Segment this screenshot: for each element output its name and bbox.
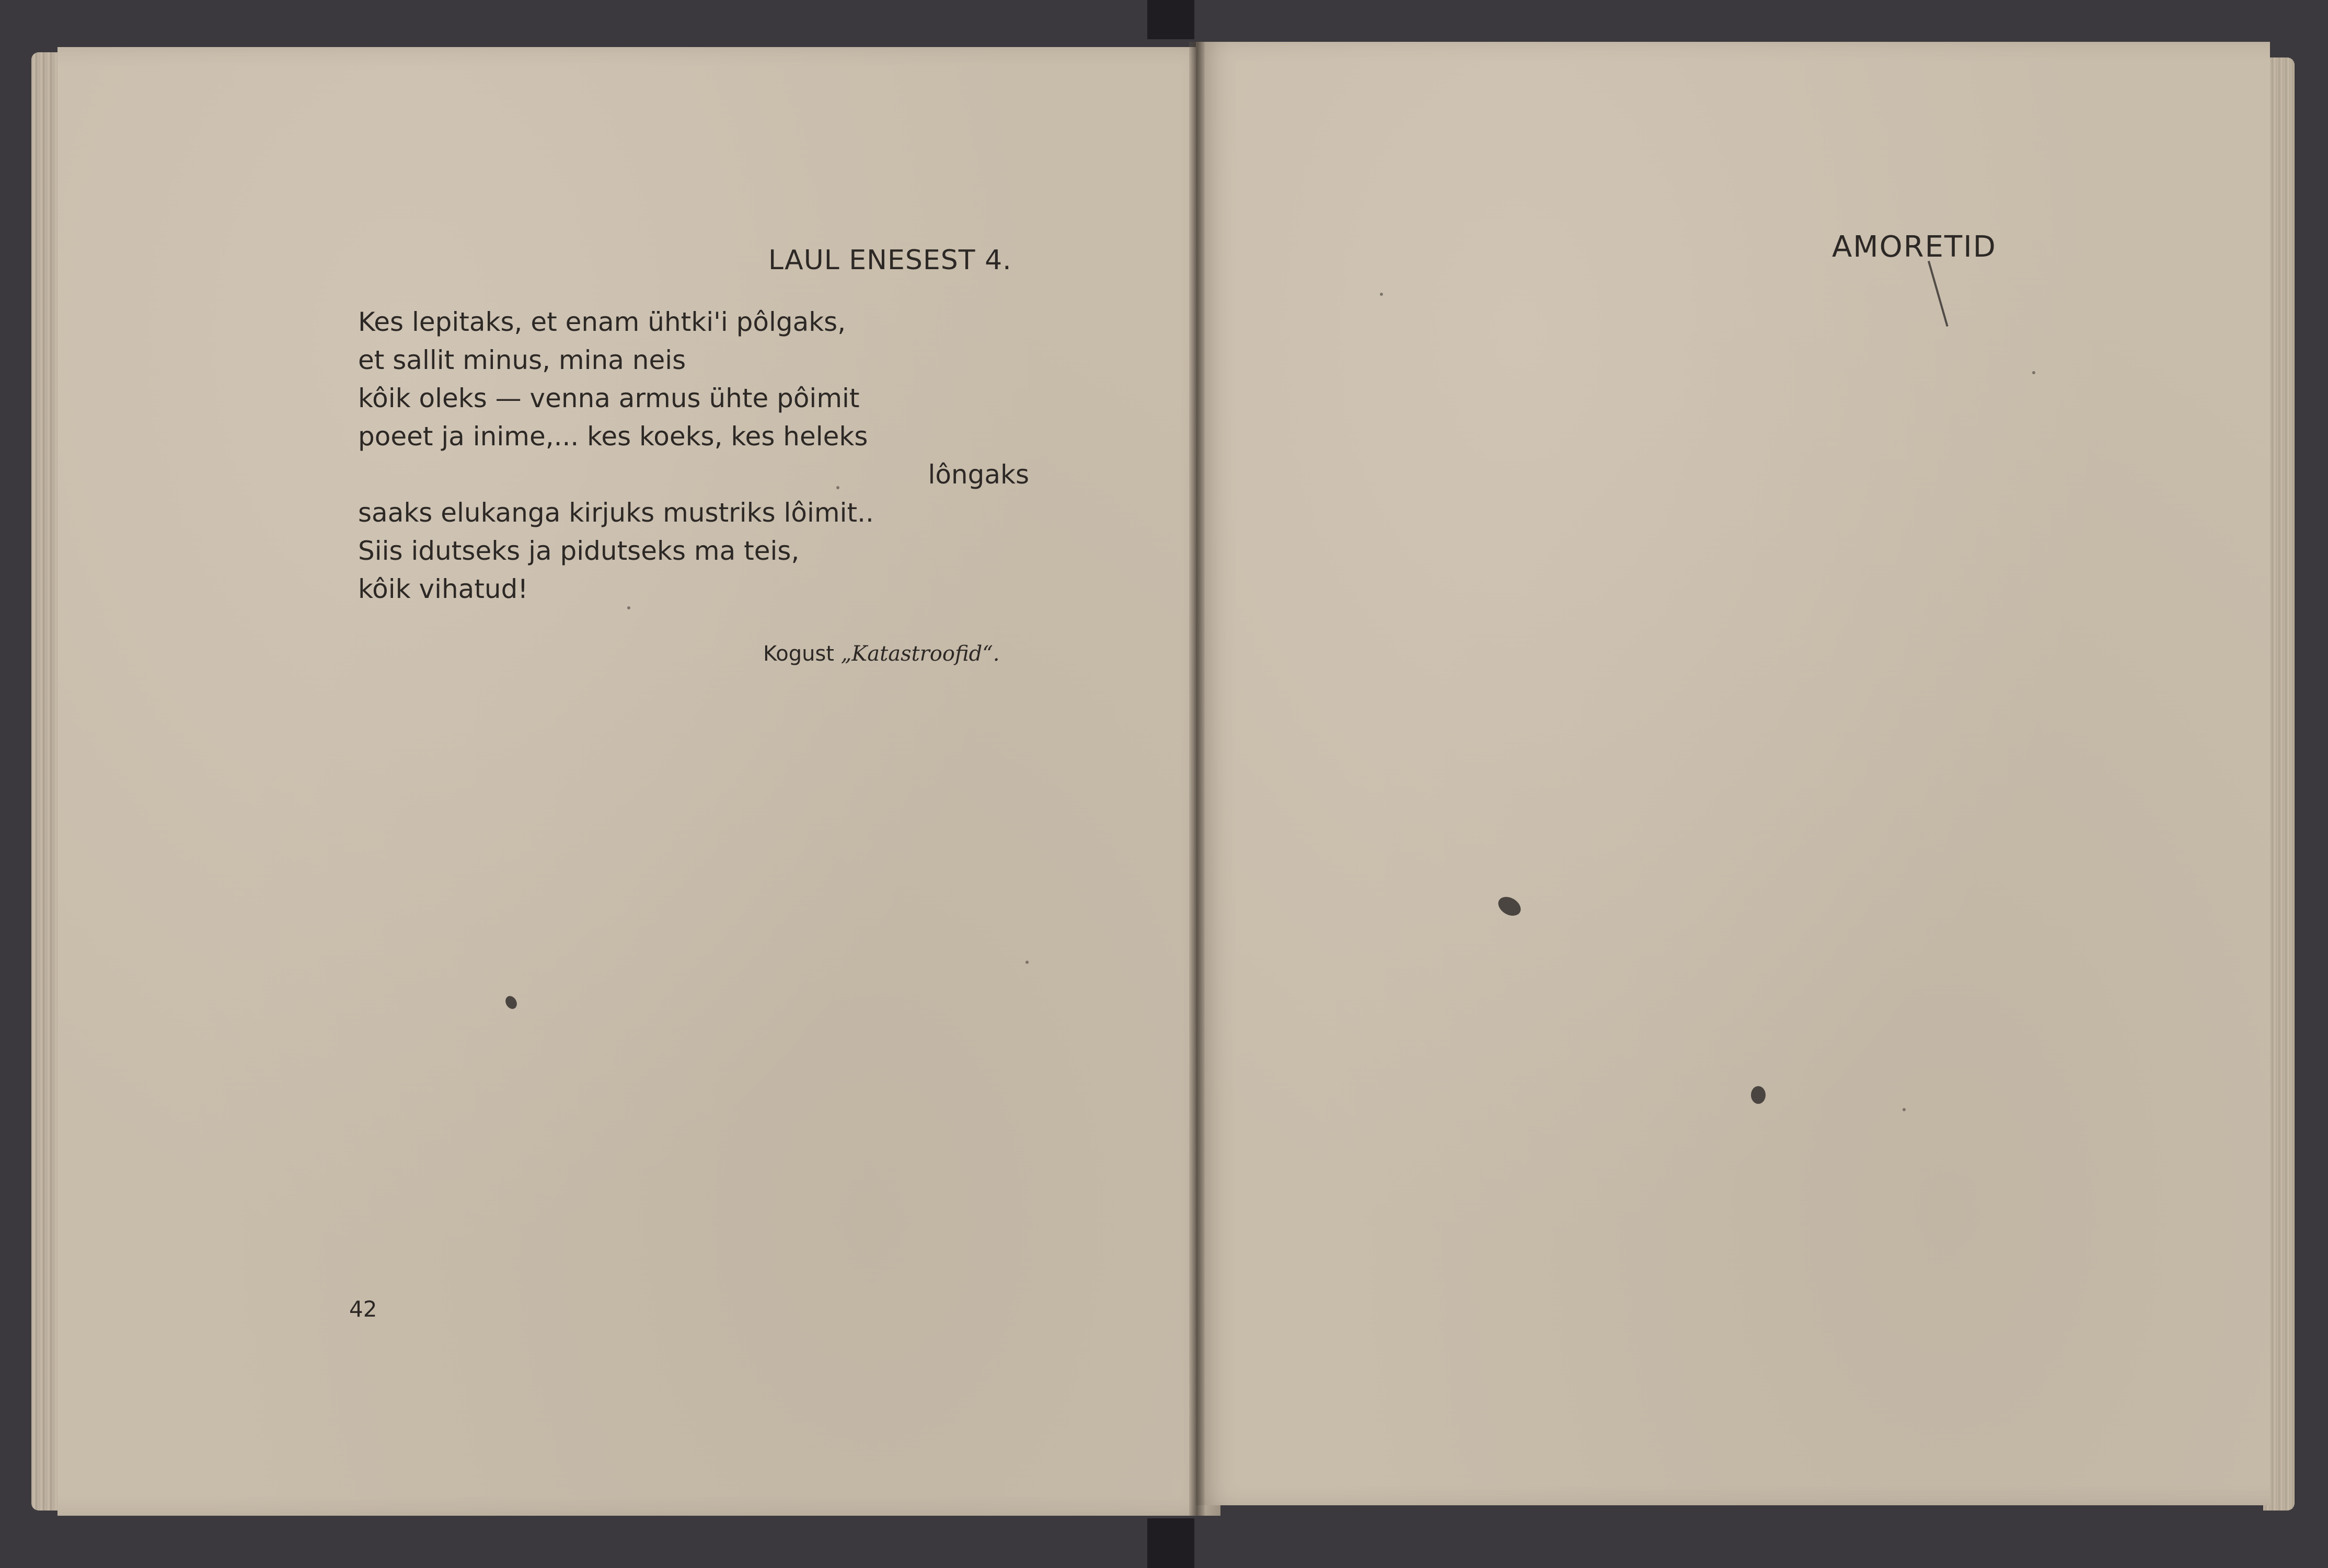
poem-line: saaks elukanga kirjuks mustriks lôimit.. <box>358 498 874 528</box>
binding-strip-top <box>1147 0 1194 39</box>
book-gutter <box>1189 42 1205 1516</box>
left-page <box>57 47 1220 1516</box>
poem-line: kôik oleks — venna armus ühte pôimit <box>358 383 860 413</box>
source-prefix: Kogust <box>763 642 841 666</box>
page-number: 42 <box>349 1296 377 1322</box>
poem-line-continuation: lôngaks <box>928 459 1029 490</box>
ink-stain <box>1751 1086 1766 1104</box>
poem-line: kôik vihatud! <box>358 574 528 604</box>
paper-speck <box>1025 961 1029 964</box>
source-note <box>763 642 999 666</box>
poem <box>358 303 1038 608</box>
paper-speck <box>836 486 839 489</box>
paper-speck <box>1380 293 1383 296</box>
right-page-heading: AMORETID <box>1832 230 1997 264</box>
poem-line: Siis idutseks ja pidutseks ma teis, <box>358 536 800 566</box>
paper-speck <box>2032 371 2035 374</box>
paper-speck <box>627 606 630 609</box>
right-page <box>1196 42 2270 1505</box>
left-page-heading: LAUL ENESEST 4. <box>768 245 1012 276</box>
binding-strip-bottom <box>1147 1518 1194 1568</box>
poem-line: poeet ja inime,... kes koeks, kes heleks <box>358 421 868 452</box>
poem-line: Kes lepitaks, et enam ühtki'i pôlgaks, <box>358 307 846 337</box>
paper-speck <box>1903 1108 1906 1111</box>
source-title: „Katastroofid“. <box>840 642 1000 666</box>
poem-line: et sallit minus, mina neis <box>358 345 686 375</box>
